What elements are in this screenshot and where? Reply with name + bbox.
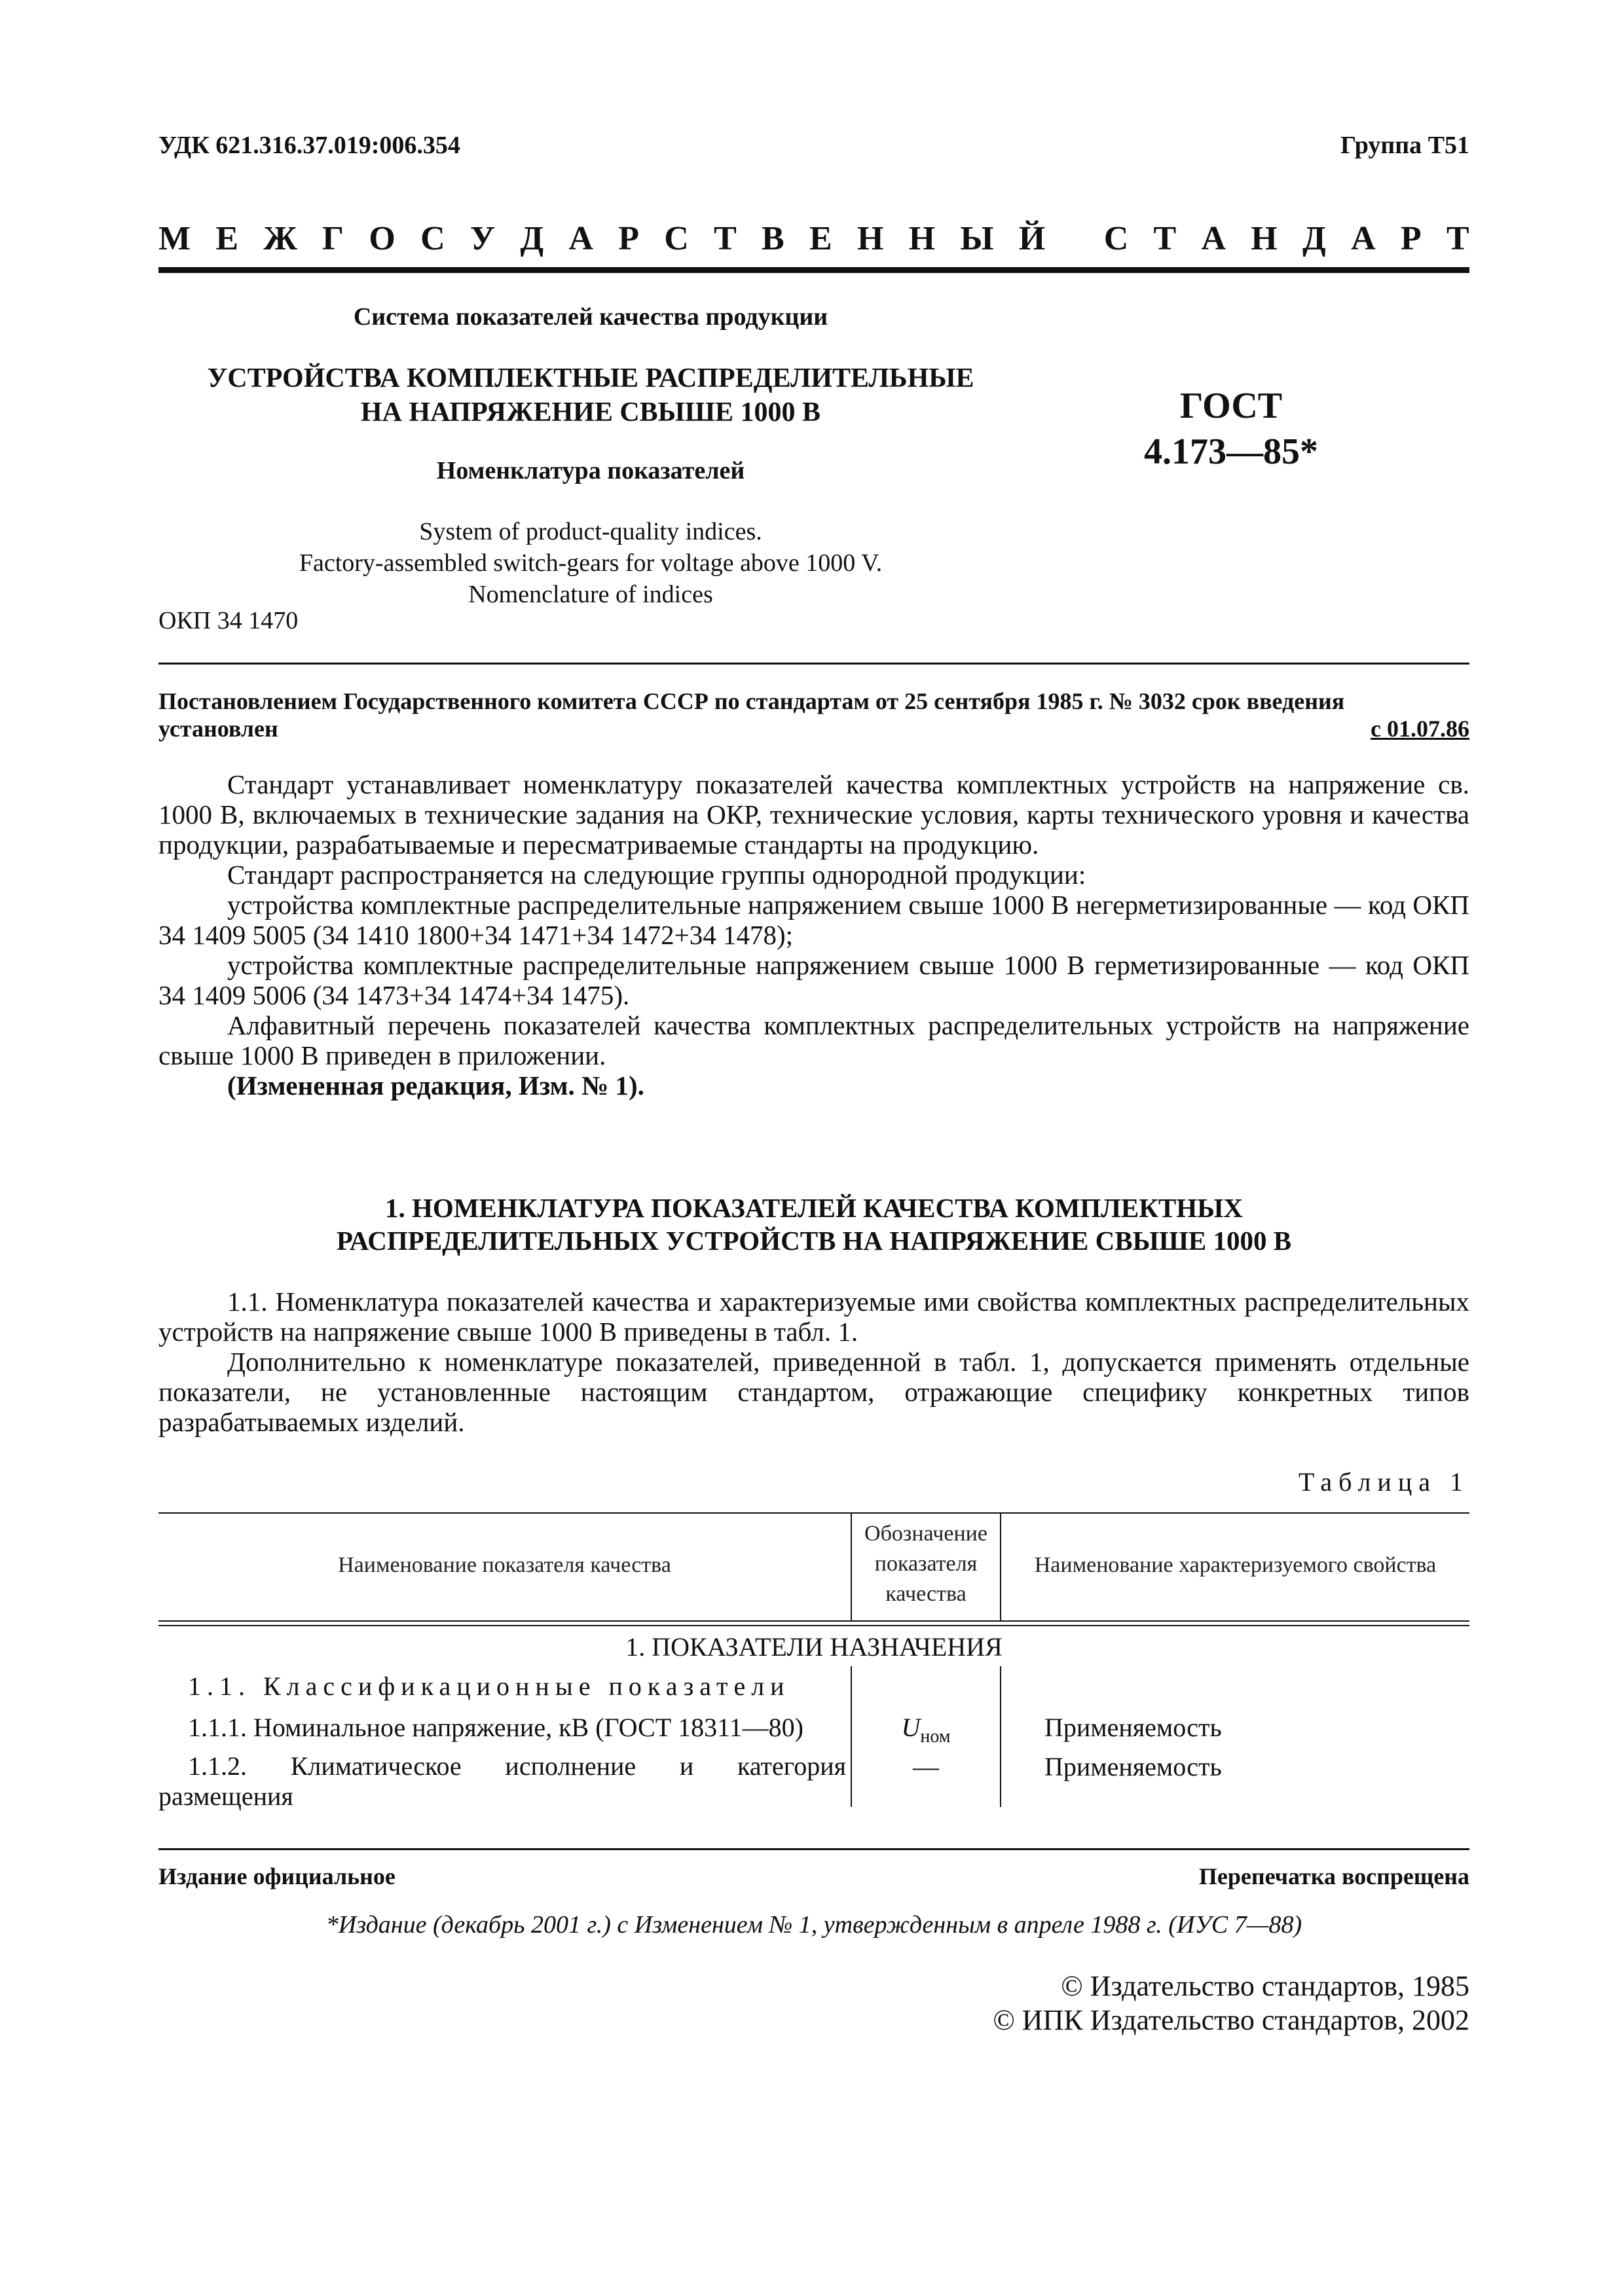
document-title-line1: УСТРОЙСТВА КОМПЛЕКТНЫЕ РАСПРЕДЕЛИТЕЛЬНЫЕ: [207, 363, 974, 393]
intro-paragraph: устройства комплектные распределительные напряжением свыше 1000 В негерметизированные — код ОКП 34 1409 5005 (34 1410 1800+34 1471+34 1472+34 1478);: [158, 890, 1469, 950]
banner-letter: Н: [908, 220, 936, 257]
group-heading: 1. ПОКАЗАТЕЛИ НАЗНАЧЕНИЯ: [625, 1632, 1003, 1662]
header-rule: [158, 267, 1469, 273]
decree-text: [158, 687, 1469, 742]
banner-letter: Ж: [263, 220, 297, 257]
udk-code: УДК 621.316.37.019:006.354: [158, 132, 460, 159]
banner-letter: Н: [1251, 220, 1278, 257]
banner-letter: Т: [714, 220, 737, 257]
english-title-line2: Factory-assembled switch-gears for voltage above 1000 V.: [299, 549, 883, 577]
banner-letter: Р: [618, 220, 639, 257]
banner-letter: А: [1201, 220, 1226, 257]
symbol-subscript: ном: [920, 1726, 951, 1747]
banner-letter: В: [762, 220, 784, 257]
title-rule: [158, 663, 1469, 665]
row-property: Применяемость: [1044, 1713, 1222, 1742]
copyright-block: [993, 1969, 1469, 2037]
row-symbol: —: [913, 1752, 939, 1781]
banner-letter: М: [158, 220, 191, 257]
table-top-rule: [158, 1512, 1469, 1514]
banner-letter: Д: [520, 220, 544, 257]
banner-letter: С: [664, 220, 689, 257]
header-quality-name: Наименование показателя качества: [338, 1553, 671, 1577]
gost-label: ГОСТ: [1179, 386, 1283, 426]
row-property: Применяемость: [1044, 1752, 1222, 1781]
banner-letter: Е: [215, 220, 239, 257]
gost-code: 4.173—85*: [1144, 431, 1318, 472]
banner-letter: Е: [809, 220, 832, 257]
edition-note: *Издание (декабрь 2001 г.) с Изменением № 1, утвержденным в апреле 1988 г. (ИУС 7—88): [325, 1911, 1302, 1939]
row-name-line1: 1.1.2. Климатическое исполнение и категория: [188, 1751, 846, 1781]
subgroup-heading: 1.1. Классификационные показатели: [188, 1671, 790, 1701]
group-code: Группа Т51: [1340, 132, 1469, 159]
english-title-line3: Nomenclature of indices: [468, 581, 713, 608]
document-title-line2: НА НАПРЯЖЕНИЕ СВЫШЕ 1000 В: [360, 397, 821, 428]
banner-letter: А: [568, 220, 593, 257]
header-symbol: [852, 1519, 1000, 1609]
standard-banner: [158, 219, 1469, 258]
row-symbol: [852, 1712, 1000, 1747]
intro-paragraph: Стандарт распространяется на следующие группы однородной продукции:: [227, 860, 1086, 890]
intro-text: [158, 769, 1469, 1101]
section-heading: [158, 1192, 1469, 1257]
banner-letter: Д: [1302, 220, 1326, 257]
table-caption: Таблица 1: [1298, 1467, 1469, 1497]
okp-code: ОКП 34 1470: [158, 607, 299, 634]
row-name-line2: размещения: [158, 1781, 293, 1811]
decree-date: с 01.07.86: [1371, 716, 1469, 742]
header-rule: [158, 1620, 1469, 1622]
section-text: [158, 1286, 1469, 1437]
banner-letter: Р: [1400, 220, 1422, 257]
section-heading-line2: РАСПРЕДЕЛИТЕЛЬНЫХ УСТРОЙСТВ НА НАПРЯЖЕНИЕ СВЫШЕ 1000 В: [336, 1226, 1292, 1256]
decree-body: Постановлением Государственного комитета СССР по стандартам от 25 сентября 1985 г. № 3032 срок введения установлен: [158, 688, 1345, 742]
amendment-note: (Измененная редакция, Изм. № 1).: [227, 1070, 644, 1101]
banner-letter: О: [369, 220, 396, 257]
footer-rule: [158, 1848, 1469, 1850]
banner-letter: С: [1103, 220, 1129, 257]
banner-letter: У: [470, 220, 496, 257]
header-symbol-line2: показателя: [874, 1552, 978, 1576]
nomenclature-subtitle: Номенклатура показателей: [436, 457, 745, 484]
intro-paragraph: устройства комплектные распределительные напряжением свыше 1000 В герметизированные — код ОКП 34 1409 5006 (34 1473+34 1474+34 1475).: [158, 950, 1469, 1010]
copyright-line: © Издательство стандартов, 1985: [1061, 1970, 1469, 2002]
copyright-line: © ИПК Издательство стандартов, 2002: [993, 2004, 1469, 2036]
reprint-prohibited-label: Перепечатка воспрещена: [1198, 1863, 1469, 1889]
banner-gap: [1070, 219, 1078, 258]
header-rule-double: [158, 1625, 1469, 1626]
banner-letter: Г: [322, 220, 344, 257]
banner-letter: Т: [1153, 220, 1177, 257]
banner-letter: С: [420, 220, 445, 257]
column-divider: [1000, 1666, 1001, 1807]
intro-paragraph: Алфавитный перечень показателей качества комплектных распределительных устройств на напряжение свыше 1000 В приведен в приложении.: [158, 1010, 1469, 1070]
symbol-main: U: [901, 1713, 921, 1742]
header-property: Наименование характеризуемого свойства: [1034, 1553, 1437, 1577]
section-paragraph: 1.1. Номенклатура показателей качества и характеризуемые ими свойства комплектных распределительных устройств на напряжение свыше 1000 В приведены в табл. 1.: [158, 1286, 1469, 1347]
banner-letter: Т: [1446, 220, 1469, 257]
banner-letter: Ы: [960, 220, 994, 257]
section-heading-line1: 1. НОМЕНКЛАТУРА ПОКАЗАТЕЛЕЙ КАЧЕСТВА КОМПЛЕКТНЫХ: [384, 1193, 1244, 1223]
document-title: [158, 361, 1023, 429]
banner-letter: Й: [1018, 220, 1046, 257]
english-title: [158, 516, 1023, 610]
header-symbol-line1: Обозначение: [864, 1522, 987, 1546]
banner-letter: А: [1351, 220, 1376, 257]
intro-paragraph: Стандарт устанавливает номенклатуру показателей качества комплектных устройств на напряжение св. 1000 В, включаемых в технические задания на ОКР, технические условия, карты технического уровня и качества продукции, разрабатываемые и пересматриваемые стандарты на продукцию.: [158, 769, 1469, 860]
quality-table: [158, 1512, 1469, 1813]
row-name: [158, 1751, 846, 1812]
english-title-line1: System of product-quality indices.: [419, 518, 762, 545]
system-title: Система показателей качества продукции: [353, 303, 828, 331]
official-edition-label: Издание официальное: [158, 1863, 396, 1889]
gost-number: [1100, 383, 1362, 475]
header-symbol-line3: качества: [885, 1582, 967, 1606]
banner-letter: Н: [857, 220, 884, 257]
row-name: 1.1.1. Номинальное напряжение, кВ (ГОСТ 18311—80): [188, 1713, 803, 1742]
section-paragraph: Дополнительно к номенклатуре показателей, приведенной в табл. 1, допускается применять отдельные показатели, не установленные настоящим стандартом, отражающие специфику конкретных типов разрабатываемых изделий.: [158, 1347, 1469, 1437]
